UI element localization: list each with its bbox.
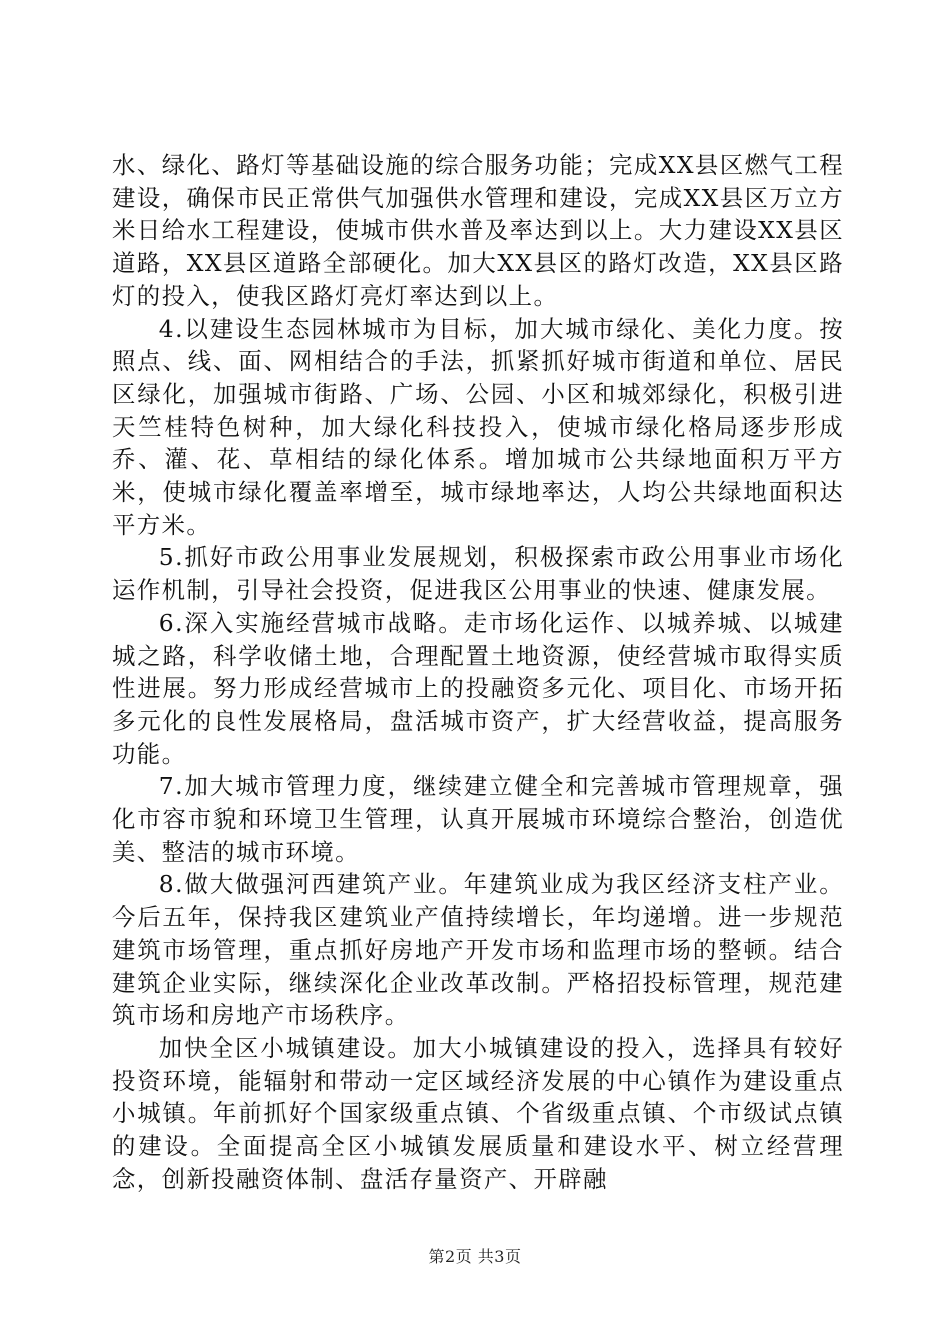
document-body — [112, 149, 844, 1196]
paragraph-item-6: 6.深入实施经营城市战略。走市场化运作、以城养城、以城建城之路，科学收储土地，合理配置土地资源，使经营城市取得实质性进展。努力形成经营城市上的投融资多元化、项目化、市场开拓多元化的良性发展格局，盘活城市资产，扩大经营收益，提高服务功能。 — [112, 608, 844, 768]
page-footer: 第2页 共3页 — [428, 1247, 522, 1266]
paragraph-item-8: 8.做大做强河西建筑产业。年建筑业成为我区经济支柱产业。今后五年，保持我区建筑业产值持续增长，年均递增。进一步规范建筑市场管理，重点抓好房地产开发市场和监理市场的整顿。结合建筑企业实际，继续深化企业改革改制。严格招投标管理，规范建筑市场和房地产市场秩序。 — [112, 870, 844, 1030]
paragraph-small-towns: 加快全区小城镇建设。加大小城镇建设的投入，选择具有较好投资环境，能辐射和带动一定区域经济发展的中心镇作为建设重点小城镇。年前抓好个国家级重点镇、个省级重点镇、个市级试点镇的建设。全面提高全区小城镇发展质量和建设水平、树立经营理念，创新投融资体制、盘活存量资产、开辟融 — [112, 1033, 844, 1193]
paragraph-item-4: 4.以建设生态园林城市为目标，加大城市绿化、美化力度。按照点、线、面、网相结合的手法，抓紧抓好城市街道和单位、居民区绿化，加强城市街路、广场、公园、小区和城郊绿化，积极引进天竺桂特色树种，加大绿化科技投入，使城市绿化格局逐步形成乔、灌、花、草相结的绿化体系。增加城市公共绿地面积万平方米，使城市绿化覆盖率增至，城市绿地率达，人均公共绿地面积达平方米。 — [112, 314, 844, 539]
paragraph-item-7: 7.加大城市管理力度，继续建立健全和完善城市管理规章，强化市容市貌和环境卫生管理，认真开展城市环境综合整治，创造优美、整洁的城市环境。 — [112, 772, 844, 866]
paragraph-continuation: 水、绿化、路灯等基础设施的综合服务功能；完成XX县区燃气工程建设，确保市民正常供气加强供水管理和建设，完成XX县区万立方米日给水工程建设，使城市供水普及率达到以上。大力建设XX县区道路，XX县区道路全部硬化。加大XX县区的路灯改造，XX县区路灯的投入，使我区路灯亮灯率达到以上。 — [112, 151, 844, 310]
paragraph-item-5: 5.抓好市政公用事业发展规划，积极探索市政公用事业市场化运作机制，引导社会投资，促进我区公用事业的快速、健康发展。 — [112, 543, 844, 605]
